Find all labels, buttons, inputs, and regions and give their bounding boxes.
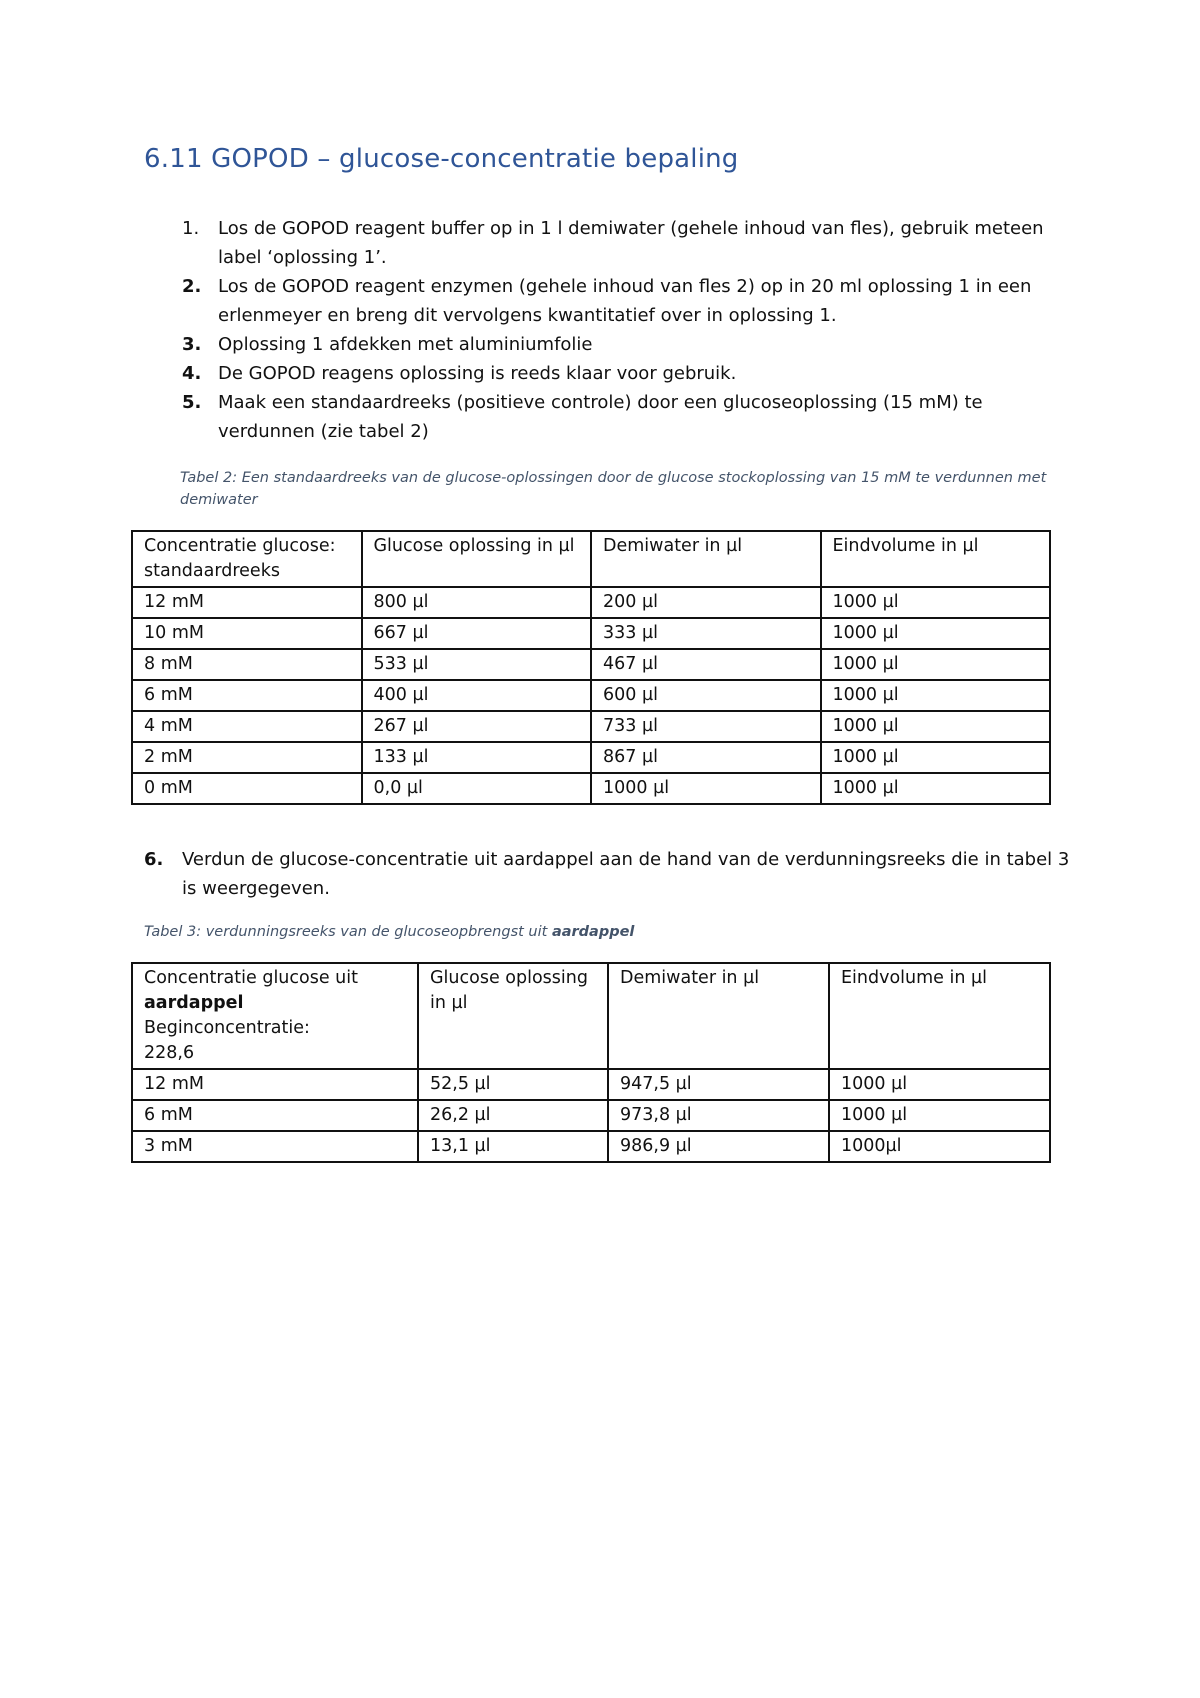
header-line: Beginconcentratie: <box>144 1018 310 1038</box>
table-cell: 6 mM <box>132 680 362 711</box>
list-item <box>144 330 1044 359</box>
table-cell: 986,9 µl <box>608 1131 829 1162</box>
table-cell: 1000 µl <box>821 649 1051 680</box>
list-item <box>144 214 1044 272</box>
table-row <box>132 711 1050 742</box>
table-cell: 52,5 µl <box>418 1069 608 1100</box>
table-row <box>132 649 1050 680</box>
table-cell: 1000 µl <box>829 1069 1050 1100</box>
table-cell: 10 mM <box>132 618 362 649</box>
table-cell: 200 µl <box>591 587 821 618</box>
list-number: 5. <box>182 392 202 413</box>
header-line: 228,6 <box>144 1043 195 1063</box>
list-number: 3. <box>182 334 202 355</box>
table-header-row <box>132 963 1050 1069</box>
table-cell: 12 mM <box>132 1069 418 1100</box>
table-cell: 1000 µl <box>591 773 821 804</box>
column-header: Glucose oplossing in µl <box>362 531 592 587</box>
column-header: Concentratie glucose: standaardreeks <box>132 531 362 587</box>
table-cell: 600 µl <box>591 680 821 711</box>
table-row <box>132 742 1050 773</box>
table-cell: 667 µl <box>362 618 592 649</box>
table-cell: 13,1 µl <box>418 1131 608 1162</box>
table-cell: 2 mM <box>132 742 362 773</box>
table-cell: 867 µl <box>591 742 821 773</box>
table-header-row <box>132 531 1050 587</box>
list-text: Verdun de glucose-concentratie uit aardappel aan de hand van de verdunningsreeks die in tabel 3 is weergegeven. <box>182 849 1070 899</box>
instruction-list <box>144 214 1044 446</box>
table-cell: 733 µl <box>591 711 821 742</box>
table-cell: 533 µl <box>362 649 592 680</box>
header-line: Concentratie glucose uit <box>144 968 358 988</box>
list-text: Oplossing 1 afdekken met aluminiumfolie <box>218 334 593 355</box>
table-row <box>132 680 1050 711</box>
table-cell: 133 µl <box>362 742 592 773</box>
table-cell: 1000 µl <box>829 1100 1050 1131</box>
column-header <box>132 963 418 1069</box>
table-row <box>132 587 1050 618</box>
table-cell: 6 mM <box>132 1100 418 1131</box>
table-cell: 1000 µl <box>821 773 1051 804</box>
column-header: Demiwater in µl <box>608 963 829 1069</box>
table-row <box>132 773 1050 804</box>
table-cell: 1000 µl <box>821 711 1051 742</box>
table-cell: 12 mM <box>132 587 362 618</box>
header-line-bold: aardappel <box>144 993 244 1013</box>
list-item <box>144 272 1044 330</box>
table-3-caption <box>144 921 1024 943</box>
table-cell: 8 mM <box>132 649 362 680</box>
list-number: 4. <box>182 363 202 384</box>
list-number: 2. <box>182 276 202 297</box>
table-cell: 1000 µl <box>821 587 1051 618</box>
table-cell: 26,2 µl <box>418 1100 608 1131</box>
table-cell: 3 mM <box>132 1131 418 1162</box>
column-header: Demiwater in µl <box>591 531 821 587</box>
table-cell: 800 µl <box>362 587 592 618</box>
table-row <box>132 1100 1050 1131</box>
table-2 <box>131 530 1051 805</box>
table-cell: 0 mM <box>132 773 362 804</box>
table-cell: 973,8 µl <box>608 1100 829 1131</box>
table-cell: 1000 µl <box>821 680 1051 711</box>
caption-text: Tabel 3: verdunningsreeks van de glucoseopbrengst uit <box>144 924 552 940</box>
table-cell: 400 µl <box>362 680 592 711</box>
table-cell: 947,5 µl <box>608 1069 829 1100</box>
column-header: Eindvolume in µl <box>821 531 1051 587</box>
table-row <box>132 618 1050 649</box>
table-cell: 1000 µl <box>821 618 1051 649</box>
table-cell: 267 µl <box>362 711 592 742</box>
list-text: Maak een standaardreeks (positieve controle) door een glucoseoplossing (15 mM) te verdunnen (zie tabel 2) <box>218 392 983 442</box>
table-cell: 1000 µl <box>821 742 1051 773</box>
list-text: Los de GOPOD reagent enzymen (gehele inhoud van fles 2) op in 20 ml oplossing 1 in een erlenmeyer en breng dit vervolgens kwantitatief over in oplossing 1. <box>218 276 1032 326</box>
list-item <box>144 359 1044 388</box>
list-number: 1. <box>182 218 200 239</box>
table-row <box>132 1131 1050 1162</box>
table-cell: 4 mM <box>132 711 362 742</box>
column-header: Eindvolume in µl <box>829 963 1050 1069</box>
list-number: 6. <box>144 849 164 870</box>
list-text: Los de GOPOD reagent buffer op in 1 l demiwater (gehele inhoud van fles), gebruik meteen label ‘oplossing 1’. <box>218 218 1044 268</box>
list-item <box>144 388 1044 446</box>
table-cell: 0,0 µl <box>362 773 592 804</box>
list-item <box>144 845 1084 903</box>
list-text: De GOPOD reagens oplossing is reeds klaar voor gebruik. <box>218 363 737 384</box>
table-2-caption: Tabel 2: Een standaardreeks van de glucose-oplossingen door de glucose stockoplossing van 15 mM te verdunnen met demiwater <box>180 470 1047 508</box>
table-3 <box>131 962 1051 1163</box>
page-title: 6.11 GOPOD – glucose-concentratie bepaling <box>144 144 739 174</box>
table-row <box>132 1069 1050 1100</box>
table-cell: 467 µl <box>591 649 821 680</box>
column-header: Glucose oplossing in µl <box>418 963 608 1069</box>
table-cell: 1000µl <box>829 1131 1050 1162</box>
table-cell: 333 µl <box>591 618 821 649</box>
caption-bold-text: aardappel <box>551 924 635 940</box>
instruction-list-continued <box>144 845 1084 903</box>
